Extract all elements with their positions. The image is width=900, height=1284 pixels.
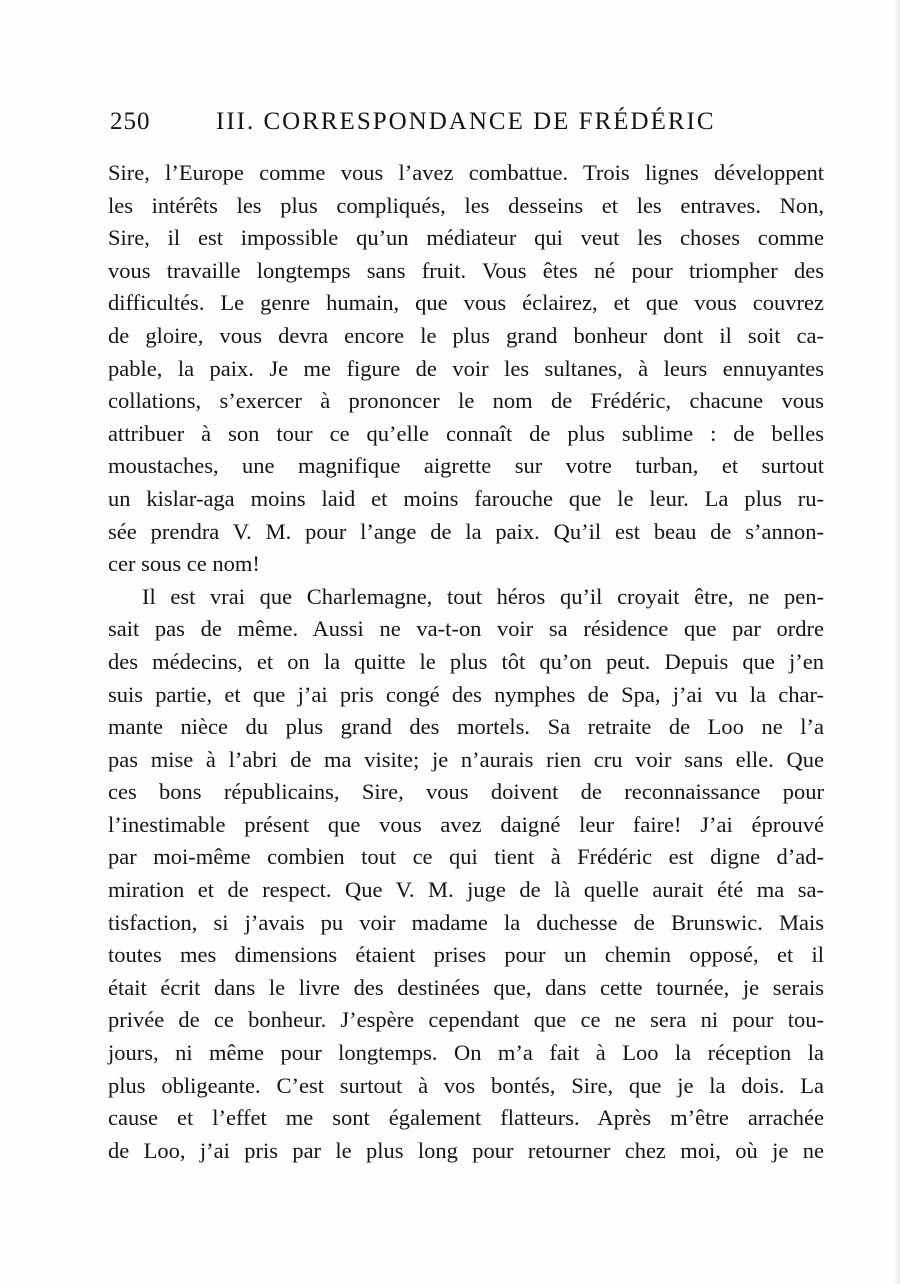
text-line: sée prendra V. M. pour l’ange de la paix. Qu’il est beau de s’annon- [108, 518, 824, 544]
paragraph [108, 157, 824, 581]
text-line: tisfaction, si j’avais pu voir madame la duchesse de Brunswic. Mais [108, 909, 824, 935]
text-line: attribuer à son tour ce qu’elle connaît de plus sublime : de belles [108, 420, 824, 446]
text-line: mante nièce du plus grand des mortels. Sa retraite de Loo ne l’a [108, 714, 824, 740]
text-line: vous travaille longtemps sans fruit. Vous êtes né pour triompher des [108, 257, 824, 283]
paragraph [108, 581, 824, 1168]
body-text [108, 157, 824, 1167]
text-line: les intérêts les plus compliqués, les desseins et les entraves. Non, [108, 192, 824, 218]
text-line: suis partie, et que j’ai pris congé des nymphes de Spa, j’ai vu la char- [108, 681, 824, 707]
text-line: moustaches, une magnifique aigrette sur votre turban, et surtout [108, 453, 824, 479]
chapter-title: III. CORRESPONDANCE DE FRÉDÉRIC [216, 108, 716, 135]
text-line: ces bons républicains, Sire, vous doivent de reconnaissance pour [108, 779, 824, 805]
text-line: Sire, il est impossible qu’un médiateur qui veut les choses comme [108, 225, 824, 251]
text-line: de Loo, j’ai pris par le plus long pour retourner chez moi, où je ne [108, 1137, 824, 1163]
text-line: un kislar-aga moins laid et moins farouche que le leur. La plus ru- [108, 485, 824, 511]
text-line: par moi-même combien tout ce qui tient à Frédéric est digne d’ad- [108, 844, 824, 870]
text-line: toutes mes dimensions étaient prises pour un chemin opposé, et il [108, 942, 824, 968]
text-line: de gloire, vous devra encore le plus grand bonheur dont il soit ca- [108, 322, 824, 348]
text-line: plus obligeante. C’est surtout à vos bontés, Sire, que je la dois. La [108, 1072, 824, 1098]
text-line: sait pas de même. Aussi ne va-t-on voir sa résidence que par ordre [108, 616, 824, 642]
text-line: jours, ni même pour longtemps. On m’a fait à Loo la réception la [108, 1040, 824, 1066]
page-number: 250 [110, 108, 151, 135]
text-line: miration et de respect. Que V. M. juge de là quelle aurait été ma sa- [108, 877, 824, 903]
text-line: cer sous ce nom! [108, 551, 260, 577]
text-line: Sire, l’Europe comme vous l’avez combattue. Trois lignes développent [108, 160, 824, 185]
text-line: l’inestimable présent que vous avez daigné leur faire! J’ai éprouvé [108, 811, 824, 837]
page-edge-shadow [894, 0, 900, 1284]
text-line: privée de ce bonheur. J’espère cependant que ce ne sera ni pour tou- [108, 1007, 824, 1033]
text-line: difficultés. Le genre humain, que vous éclairez, et que vous couvrez [108, 290, 824, 316]
text-line: des médecins, et on la quitte le plus tôt qu’on peut. Depuis que j’en [108, 648, 824, 674]
text-line: pas mise à l’abri de ma visite; je n’aurais rien cru voir sans elle. Que [108, 746, 824, 772]
text-line: était écrit dans le livre des destinées que, dans cette tournée, je serais [108, 974, 824, 1000]
text-line: collations, s’exercer à prononcer le nom de Frédéric, chacune vous [108, 388, 824, 414]
running-head [110, 108, 828, 148]
text-line: Il est vrai que Charlemagne, tout héros qu’il croyait être, ne pen- [142, 583, 824, 609]
text-line: cause et l’effet me sont également flatteurs. Après m’être arrachée [108, 1105, 824, 1131]
text-line: pable, la paix. Je me figure de voir les sultanes, à leurs ennuyantes [108, 355, 824, 381]
